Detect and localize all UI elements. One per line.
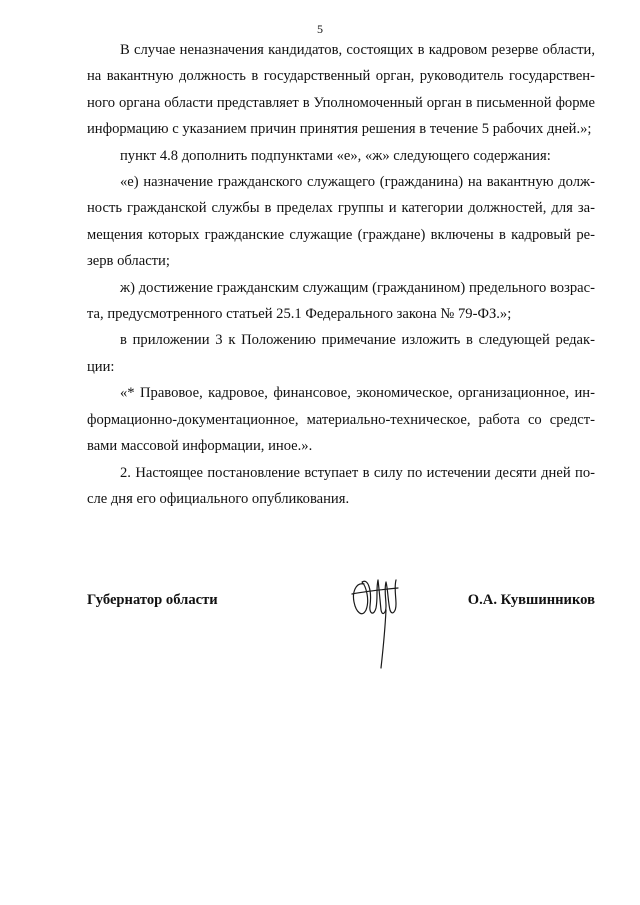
paragraph-reserve-note: В случае неназначения кандидатов, состоящих в кадровом резерве области, на вакантную должность в государственный орган, руководитель государственного органа области представляет в Уполномоченный орган в письменной форме информацию с указанием причин принятия решения в течение 5 рабочих дней.»;	[87, 42, 595, 138]
signatory-title: Губернатор области	[87, 592, 218, 608]
paragraph-subclause-e: «е) назначение гражданского служащего (гражданина) на вакантную должность гражданской службы в пределах группы и категории должностей, для замещения которых гражданские служащие (граждане) включены в кадровый резерв области;	[87, 174, 595, 270]
paragraph-clause-4-8: пункт 4.8 дополнить подпунктами «е», «ж» следующего содержания:	[120, 147, 551, 164]
paragraph-subclause-zh: ж) достижение гражданским служащим (гражданином) предельного возраста, предусмотренного статьей 25.1 Федерального закона № 79-ФЗ.»;	[87, 279, 595, 323]
paragraph-effective-date: 2. Настоящее постановление вступает в силу по истечении десяти дней после дня его официального опубликования.	[87, 464, 595, 507]
signatory-name: О.А. Кувшинников	[467, 592, 595, 608]
handwritten-signature	[348, 570, 408, 670]
document-body	[87, 37, 595, 512]
signature-block	[87, 592, 595, 622]
paragraph-footnote-text: «* Правовое, кадровое, финансовое, экономическое, организационное, информационно-документационное, материально-техническое, работа со средствами массовой информации, иное.».	[87, 385, 595, 455]
paragraph-appendix-3: в приложении 3 к Положению примечание изложить в следующей редакции:	[87, 332, 595, 375]
page-number: 5	[317, 22, 323, 36]
